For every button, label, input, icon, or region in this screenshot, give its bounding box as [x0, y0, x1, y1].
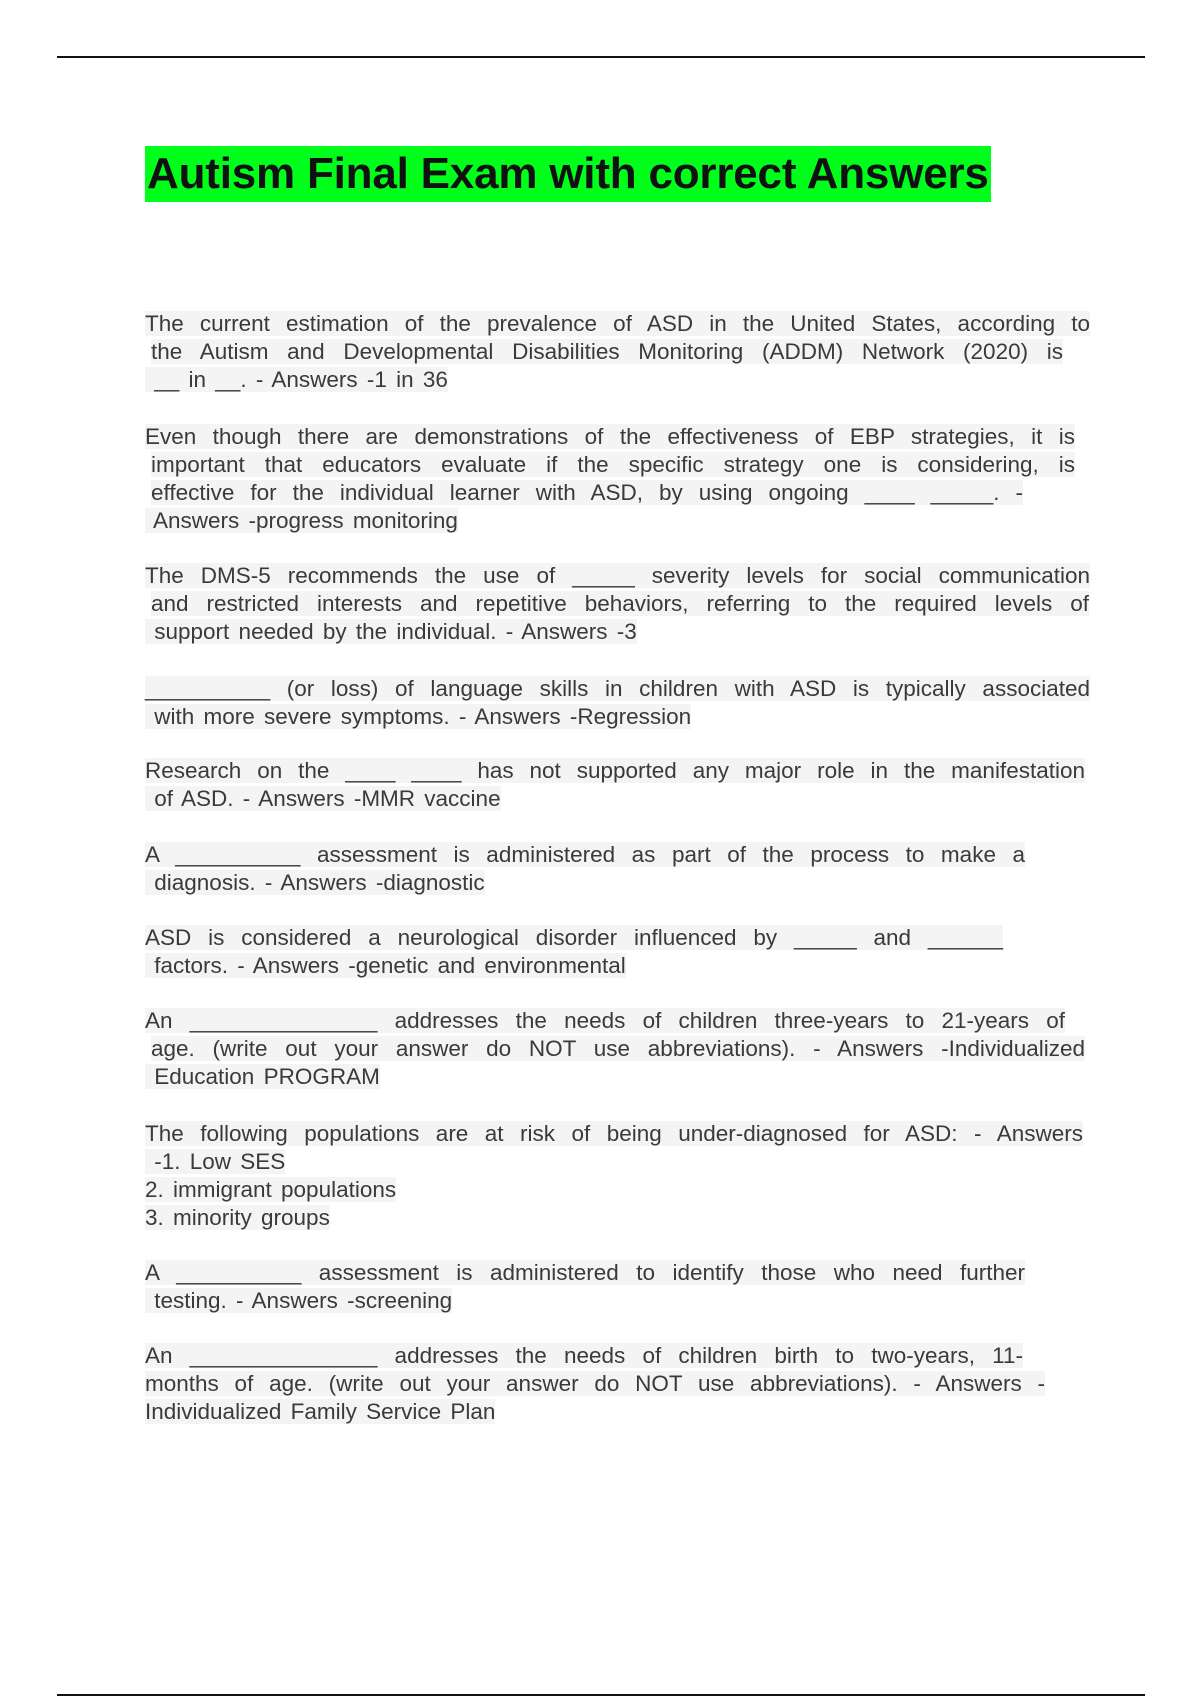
qa-item — [145, 924, 1090, 980]
qa-line-text: of ASD. - Answers -MMR vaccine — [145, 786, 501, 811]
qa-line-text: Research on the ____ ____ has not supported any major role in the manifestation — [145, 758, 1085, 783]
qa-line-text: The following populations are at risk of being under-diagnosed for ASD: - Answers — [145, 1121, 1083, 1146]
qa-line-text: __________ (or loss) of language skills in children with ASD is typically associated — [145, 676, 1090, 701]
qa-item — [145, 1007, 1090, 1091]
header-rule — [57, 56, 1145, 58]
qa-line-text: and restricted interests and repetitive behaviors, referring to the required levels of — [151, 591, 1089, 616]
qa-item — [145, 1259, 1090, 1315]
qa-item — [145, 757, 1090, 813]
qa-item — [145, 841, 1090, 897]
qa-line — [145, 338, 1063, 366]
qa-line — [145, 924, 1003, 952]
qa-line-text: Education PROGRAM — [145, 1064, 380, 1089]
qa-line — [145, 703, 1090, 731]
qa-line-text: support needed by the individual. - Answers -3 — [145, 619, 637, 644]
qa-item — [145, 423, 1090, 535]
qa-line-text: The DMS-5 recommends the use of _____ severity levels for social communication — [145, 563, 1090, 588]
qa-line — [145, 451, 1075, 479]
footer-rule — [57, 1694, 1145, 1696]
qa-line — [145, 952, 1090, 980]
qa-line — [145, 675, 1090, 703]
qa-line — [145, 1370, 1045, 1398]
qa-line-text: -1. Low SES — [145, 1149, 286, 1174]
qa-line-text: ASD is considered a neurological disorder influenced by _____ and ______ — [145, 925, 1003, 950]
qa-item — [145, 1120, 1090, 1232]
qa-line-text: months of age. (write out your answer do NOT use abbreviations). - Answers - — [145, 1371, 1045, 1396]
qa-line-text: important that educators evaluate if the specific strategy one is considering, is — [151, 452, 1075, 477]
qa-item — [145, 675, 1090, 731]
qa-line — [145, 1398, 1090, 1426]
qa-line-text: the Autism and Developmental Disabilities Monitoring (ADDM) Network (2020) is — [151, 339, 1063, 364]
qa-line — [145, 1287, 1090, 1315]
qa-line-text: Even though there are demonstrations of the effectiveness of EBP strategies, it is — [145, 424, 1075, 449]
qa-line-text: diagnosis. - Answers -diagnostic — [145, 870, 485, 895]
qa-line — [145, 1007, 1065, 1035]
qa-line-text: 3. minority groups — [145, 1205, 330, 1230]
qa-line — [145, 1342, 1023, 1370]
qa-line-text: with more severe symptoms. - Answers -Regression — [145, 704, 692, 729]
qa-line — [145, 1176, 1090, 1204]
qa-item — [145, 562, 1090, 646]
qa-line — [145, 1204, 1090, 1232]
qa-line — [145, 785, 1090, 813]
qa-line-text: A __________ assessment is administered as part of the process to make a — [145, 842, 1025, 867]
qa-line — [145, 1259, 1025, 1287]
qa-item — [145, 1342, 1090, 1426]
qa-line — [145, 1035, 1085, 1063]
qa-line-text: effective for the individual learner with ASD, by using ongoing ____ _____. - — [151, 480, 1023, 505]
qa-line — [145, 1063, 1090, 1091]
qa-line — [145, 618, 1090, 646]
qa-line — [145, 423, 1075, 451]
qa-line — [145, 1120, 1083, 1148]
qa-line-text: The current estimation of the prevalence of ASD in the United States, according to — [145, 311, 1090, 336]
qa-line-text: 2. immigrant populations — [145, 1177, 397, 1202]
qa-line — [145, 757, 1085, 785]
qa-line — [145, 590, 1089, 618]
qa-line-text: An _______________ addresses the needs of children birth to two-years, 11- — [145, 1343, 1023, 1368]
qa-line — [145, 562, 1090, 590]
qa-line-text: A __________ assessment is administered to identify those who need further — [145, 1260, 1025, 1285]
qa-line-text: Answers -progress monitoring — [145, 508, 458, 533]
qa-line-text: Individualized Family Service Plan — [145, 1399, 496, 1424]
qa-line-text: testing. - Answers -screening — [145, 1288, 453, 1313]
qa-line — [145, 507, 1090, 535]
qa-line-text: An _______________ addresses the needs of children three-years to 21-years of — [145, 1008, 1065, 1033]
qa-line — [145, 310, 1090, 338]
qa-line-text: __ in __. - Answers -1 in 36 — [145, 367, 448, 392]
qa-line — [145, 1148, 1090, 1176]
qa-line-text: factors. - Answers -genetic and environmental — [145, 953, 626, 978]
qa-line — [145, 869, 1090, 897]
qa-line — [145, 841, 1025, 869]
qa-item — [145, 310, 1090, 394]
qa-line — [145, 366, 1090, 394]
qa-line-text: age. (write out your answer do NOT use abbreviations). - Answers -Individualized — [151, 1036, 1085, 1061]
document-title: Autism Final Exam with correct Answers — [145, 146, 991, 202]
qa-line — [145, 479, 1023, 507]
